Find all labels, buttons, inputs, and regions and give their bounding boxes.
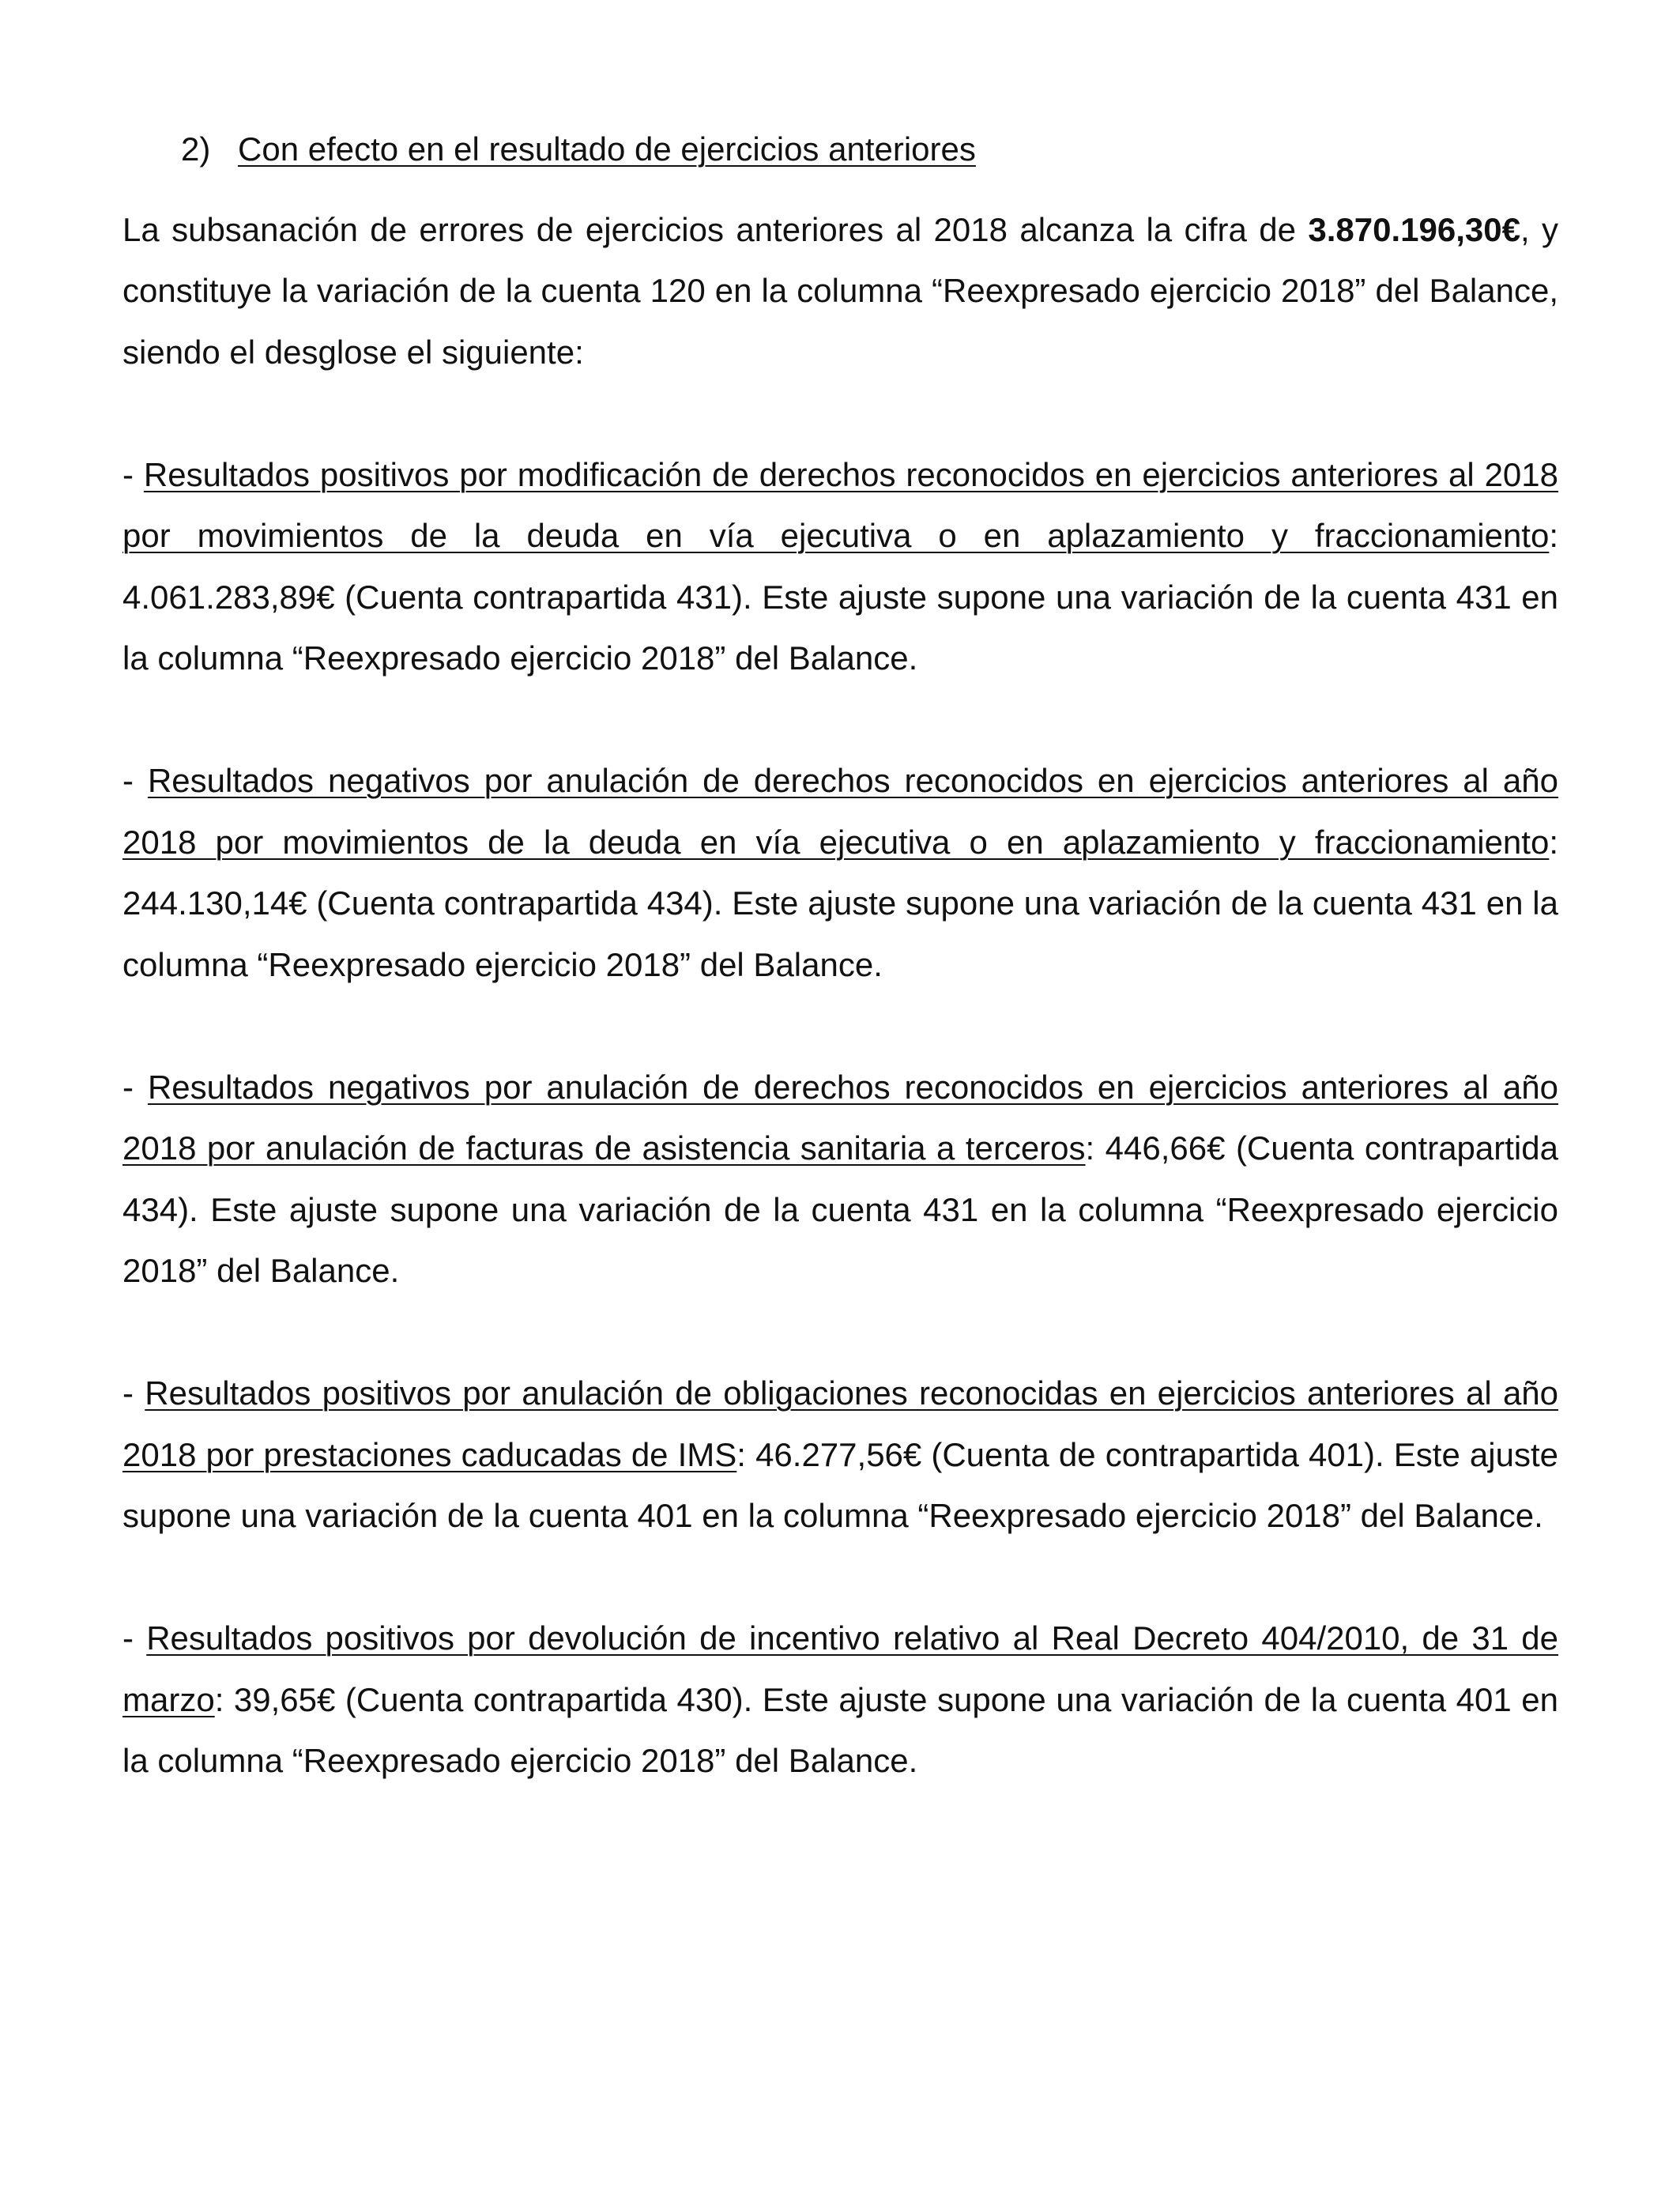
item-heading: Resultados negativos por anulación de derechos reconocidos en ejercicios anteriores al año 2018 por movimientos de la deuda en vía ejecutiva o en aplazamiento y fraccionamiento bbox=[122, 762, 1558, 861]
intro-text-after: , y constituye la variación de la cuenta 120 en la columna “Reexpresado ejercicio 2018” del Balance, siendo el desglose el siguiente: bbox=[122, 210, 1558, 371]
section-heading bbox=[122, 119, 1558, 180]
item-heading: Resultados negativos por anulación de derechos reconocidos en ejercicios anteriores al año 2018 por anulación de facturas de asistencia sanitaria a terceros bbox=[122, 1068, 1558, 1167]
item-prefix: - bbox=[122, 1068, 148, 1106]
section-number: 2) bbox=[181, 130, 211, 168]
item-prefix: - bbox=[122, 762, 148, 799]
item-heading: Resultados positivos por modificación de derechos reconocidos en ejercicios anteriores al 2018 por movimientos de la deuda en vía ejecutiva o en aplazamiento y fraccionamiento bbox=[122, 455, 1559, 554]
item-prefix: - bbox=[122, 455, 144, 493]
list-item bbox=[122, 444, 1558, 689]
item-body: : 39,65€ (Cuenta contrapartida 430). Este ajuste supone una variación de la cuenta 401 en la columna “Reexpresado ejercicio 2018” del Balance. bbox=[122, 1680, 1558, 1779]
item-body: : 446,66€ (Cuenta contrapartida 434). Este ajuste supone una variación de la cuenta 431 en la columna “Reexpresado ejercicio 2018” del Balance. bbox=[122, 1129, 1558, 1289]
item-prefix: - bbox=[122, 1619, 147, 1657]
intro-paragraph bbox=[122, 199, 1558, 383]
item-heading: Resultados positivos por devolución de incentivo relativo al Real Decreto 404/2010, de 31 de marzo bbox=[122, 1619, 1558, 1718]
intro-amount: 3.870.196,30€ bbox=[1308, 210, 1520, 248]
intro-text-before: La subsanación de errores de ejercicios anteriores al 2018 alcanza la cifra de bbox=[122, 210, 1309, 248]
list-item bbox=[122, 750, 1558, 995]
item-body: : 4.061.283,89€ (Cuenta contrapartida 431). Este ajuste supone una variación de la cuenta 431 en la columna “Reexpresado ejercicio 2018” del Balance. bbox=[122, 517, 1558, 677]
item-heading: Resultados positivos por anulación de obligaciones reconocidas en ejercicios anteriores al año 2018 por prestaciones caducadas de IMS bbox=[122, 1374, 1559, 1473]
item-body: : 244.130,14€ (Cuenta contrapartida 434). Este ajuste supone una variación de la cuenta 431 en la columna “Reexpresado ejercicio 2018” del Balance. bbox=[122, 823, 1558, 983]
list-item bbox=[122, 1057, 1558, 1302]
section-title: Con efecto en el resultado de ejercicios anteriores bbox=[238, 130, 976, 168]
list-item bbox=[122, 1608, 1558, 1792]
list-item bbox=[122, 1363, 1558, 1547]
document-page bbox=[122, 119, 1558, 1853]
item-prefix: - bbox=[122, 1374, 145, 1412]
item-body: : 46.277,56€ (Cuenta de contrapartida 401). Este ajuste supone una variación de la cuenta 401 en la columna “Reexpresado ejercicio 2018” del Balance. bbox=[122, 1435, 1558, 1534]
